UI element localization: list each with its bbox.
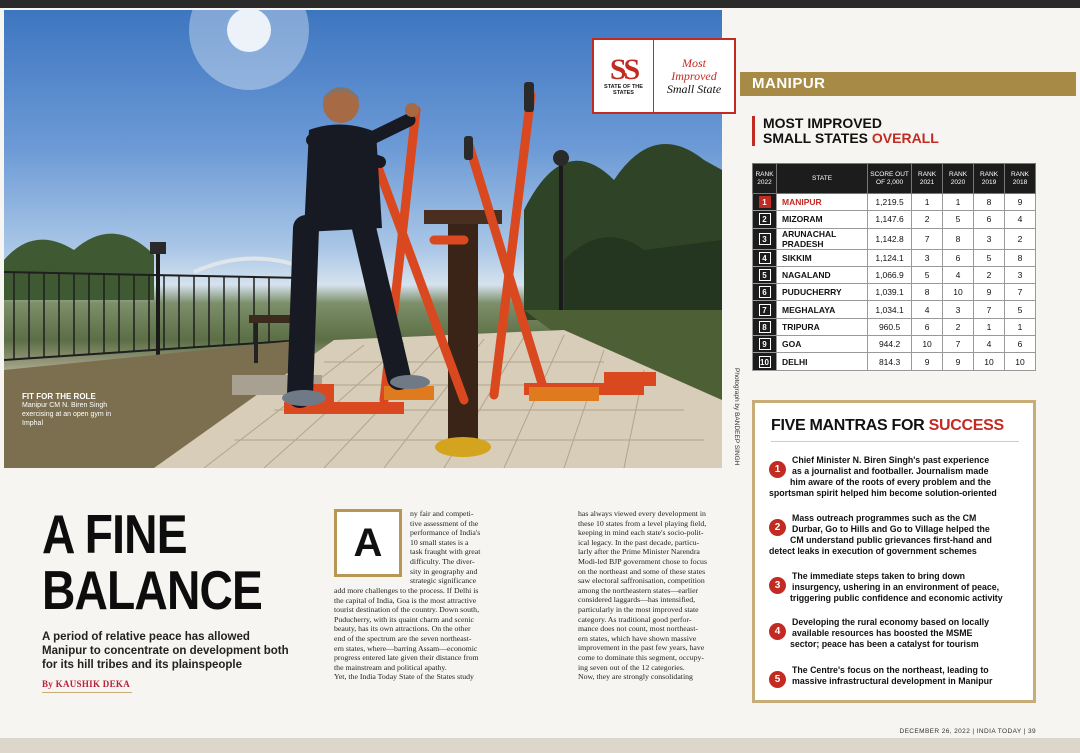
rank-2018-cell: 4	[1004, 211, 1035, 228]
rank-badge: 9	[759, 338, 771, 350]
mantras-divider	[771, 441, 1019, 442]
rank-2019-cell: 2	[974, 266, 1005, 283]
page-footer: DECEMBER 26, 2022 | INDIA TODAY | 39	[899, 728, 1036, 735]
state-cell: PUDUCHERRY	[777, 284, 868, 301]
rank-2018-cell: 5	[1004, 301, 1035, 318]
rank-2022-cell	[753, 228, 777, 249]
mantra-text-line: Mass outreach programmes such as the CM	[792, 513, 977, 523]
mantra-item	[769, 665, 1027, 688]
mantra-text-line: sector; peace has been a catalyst for tourism	[790, 639, 979, 649]
score-cell: 960.5	[868, 318, 912, 335]
top-edge	[0, 0, 1080, 8]
table-row	[753, 353, 1036, 370]
score-cell: 1,124.1	[868, 249, 912, 266]
body-text-line: ing seven out of the 12 categories.	[578, 662, 685, 672]
body-text-line: 10 small states is a	[410, 537, 469, 547]
rank-2022-cell	[753, 211, 777, 228]
col-header-rank-2021: RANK 2021	[912, 164, 943, 194]
body-text-line: tive assessment of the	[410, 518, 479, 528]
body-text-line: end of the spectrum are the seven northeast-	[334, 633, 472, 643]
mantra-text-line: massive infrastructural development in Manipur	[792, 676, 993, 686]
body-text-line: the mainstream and political apathy.	[334, 662, 447, 672]
col-header-rank-2019: RANK 2019	[974, 164, 1005, 194]
state-of-states-logo	[592, 38, 736, 114]
rank-2021-cell: 5	[912, 266, 943, 283]
rank-2022-cell	[753, 266, 777, 283]
body-text-line: saw electoral saffronisation, competition	[578, 576, 705, 586]
logo-subtitle: STATE OF THE STATES	[604, 84, 643, 96]
body-text-line: on the northeast and some of these states	[578, 566, 706, 576]
rank-2020-cell: 3	[943, 301, 974, 318]
table-row	[753, 318, 1036, 335]
score-cell: 1,142.8	[868, 228, 912, 249]
rank-2020-cell: 8	[943, 228, 974, 249]
rank-badge: 5	[759, 269, 771, 281]
state-cell: MIZORAM	[777, 211, 868, 228]
state-band	[740, 72, 1076, 96]
rank-badge: 2	[759, 213, 771, 225]
mantra-item	[769, 571, 1027, 604]
rank-2022-cell	[753, 353, 777, 370]
mantra-item	[769, 617, 1027, 650]
body-text-line: larly after the Prime Minister Narendra	[578, 547, 700, 557]
caption-text: Manipur CM N. Biren Singh exercising at an open gym in Imphal	[22, 402, 112, 427]
mantra-text-line: The Centre's focus on the northeast, leading to	[792, 665, 989, 675]
col-header-rank-2022: RANK 2022	[753, 164, 777, 194]
rank-2018-cell: 1	[1004, 318, 1035, 335]
body-text-line: Now, they are strongly consolidating	[578, 672, 693, 682]
rank-2019-cell: 7	[974, 301, 1005, 318]
headline	[42, 503, 262, 621]
table-heading-line-2b: OVERALL	[871, 130, 939, 146]
mantra-item	[769, 455, 1027, 499]
mantras-title	[771, 417, 1004, 435]
body-text-line: tourist destination of the country. Down south,	[334, 605, 480, 615]
rank-2019-cell: 8	[974, 194, 1005, 211]
state-cell: MANIPUR	[777, 194, 868, 211]
headline-line-2: BALANCE	[42, 559, 262, 621]
rank-2020-cell: 7	[943, 336, 974, 353]
rank-badge: 4	[759, 252, 771, 264]
col-header-rank-2018: RANK 2018	[1004, 164, 1035, 194]
col-header-score: SCORE OUT OF 2,000	[868, 164, 912, 194]
rank-2020-cell: 2	[943, 318, 974, 335]
award-line-1: Most	[682, 55, 706, 70]
rank-2020-cell: 1	[943, 194, 974, 211]
table-row	[753, 194, 1036, 211]
rank-2019-cell: 5	[974, 249, 1005, 266]
mantra-text-line: CM understand public grievances first-hand and	[790, 535, 992, 545]
logo-mark	[594, 40, 654, 112]
body-text-line: add more challenges to the process. If Delhi is	[334, 586, 479, 595]
score-cell: 1,066.9	[868, 266, 912, 283]
body-text-line: considered laggards—has intensified,	[578, 595, 696, 605]
rank-2021-cell: 7	[912, 228, 943, 249]
rank-2021-cell: 3	[912, 249, 943, 266]
body-text-line: difficulty. The diver-	[410, 556, 475, 566]
mantra-number-badge: 5	[769, 671, 786, 688]
rank-2021-cell: 6	[912, 318, 943, 335]
table-heading	[752, 116, 1022, 146]
photo-credit: Photograph by BANDEEP SINGH	[733, 368, 740, 466]
state-cell: GOA	[777, 336, 868, 353]
body-column-1	[334, 586, 500, 682]
rank-badge: 7	[759, 304, 771, 316]
table-row	[753, 336, 1036, 353]
body-column-2	[578, 509, 724, 682]
rank-2018-cell: 8	[1004, 249, 1035, 266]
rank-2022-cell	[753, 284, 777, 301]
table-heading-line-1: MOST IMPROVED	[763, 115, 883, 131]
rank-2018-cell: 6	[1004, 336, 1035, 353]
rank-2021-cell: 10	[912, 336, 943, 353]
body-text-line: ern states, where—barring Assam—economic	[334, 643, 478, 653]
mantra-number-badge: 2	[769, 519, 786, 536]
mantra-text-line: The immediate steps taken to bring down	[792, 571, 966, 581]
rank-2018-cell: 3	[1004, 266, 1035, 283]
col-header-rank-2020: RANK 2020	[943, 164, 974, 194]
rank-2018-cell: 9	[1004, 194, 1035, 211]
body-text-line: keeping in mind each state's socio-polit-	[578, 528, 704, 538]
score-cell: 944.2	[868, 336, 912, 353]
score-cell: 1,219.5	[868, 194, 912, 211]
headline-line-1: A FINE	[42, 503, 187, 565]
rank-2021-cell: 4	[912, 301, 943, 318]
table-header-row	[753, 164, 1036, 194]
award-line-3: Small State	[666, 81, 722, 96]
mantra-text-line: available resources has boosted the MSME	[792, 628, 973, 638]
photo-caption	[22, 392, 112, 428]
rank-2019-cell: 9	[974, 284, 1005, 301]
rankings-table	[752, 163, 1036, 371]
table-row	[753, 228, 1036, 249]
rank-2018-cell: 7	[1004, 284, 1035, 301]
mantra-text-line: detect leaks in execution of government schemes	[769, 546, 977, 556]
table-row	[753, 211, 1036, 228]
body-text-line: come to dominate this segment, occupy-	[578, 652, 705, 662]
body-text-line: Yet, the India Today State of the States study	[334, 672, 474, 682]
rank-2019-cell: 6	[974, 211, 1005, 228]
state-cell: DELHI	[777, 353, 868, 370]
rank-2019-cell: 4	[974, 336, 1005, 353]
body-text-line: category. As traditional good perfor-	[578, 614, 692, 624]
table-row	[753, 266, 1036, 283]
body-text-line: Modi-led BJP government chose to focus	[578, 556, 707, 566]
table-row	[753, 249, 1036, 266]
rank-badge: 1	[759, 196, 771, 208]
mantras-title-b: SUCCESS	[928, 417, 1004, 434]
body-text-line: the capital of India, Goa is the most attractive	[334, 595, 477, 605]
rank-2019-cell: 3	[974, 228, 1005, 249]
mantra-text-line: sportsman spirit helped him become solution-oriented	[769, 488, 997, 498]
mantras-title-a: FIVE MANTRAS FOR	[771, 417, 929, 434]
rank-2020-cell: 4	[943, 266, 974, 283]
body-text-line: these 10 states from a level playing field,	[578, 518, 707, 528]
score-cell: 1,147.6	[868, 211, 912, 228]
body-text-line: Puducherry, with its quaint charm and scenic	[334, 614, 475, 624]
byline-rule	[42, 692, 132, 693]
drop-cap	[334, 509, 402, 577]
rank-2021-cell: 9	[912, 353, 943, 370]
magazine-spread	[0, 8, 1080, 746]
drop-cap-letter: A	[353, 521, 383, 565]
award-label	[654, 57, 734, 96]
logo-ss: SS	[609, 53, 638, 86]
table-heading-line-2a: SMALL STATES	[763, 130, 872, 146]
body-text-line: progress entered late given their distance from	[334, 653, 479, 663]
mantra-text-line: as a journalist and footballer. Journalism made	[792, 466, 989, 476]
table-body	[753, 194, 1036, 371]
body-text-line: among the northeastern states—earlier	[578, 585, 699, 595]
mantras-box	[752, 400, 1036, 703]
rank-2022-cell	[753, 249, 777, 266]
mantra-text-line: insurgency, ushering in an environment of peace,	[792, 582, 1000, 592]
rank-badge: 3	[759, 233, 771, 245]
body-text-line: task fraught with great	[410, 547, 481, 557]
body-text-line: particularly in the most improved state	[578, 604, 699, 614]
body-text-line: strategic significance	[410, 576, 477, 586]
body-text-line: mance does not count, most northeast-	[578, 624, 698, 634]
mantra-text-line: triggering public confidence and economic activity	[790, 593, 1003, 603]
bottom-edge	[0, 738, 1080, 753]
state-cell: TRIPURA	[777, 318, 868, 335]
byline: By KAUSHIK DEKA	[42, 679, 131, 689]
rank-badge: 10	[760, 357, 769, 367]
body-text-line: sity in geography and	[410, 566, 478, 576]
rank-2020-cell: 5	[943, 211, 974, 228]
rank-2021-cell: 8	[912, 284, 943, 301]
rank-badge: 6	[759, 286, 771, 298]
state-cell: ARUNACHAL PRADESH	[777, 228, 868, 249]
body-text-line: ern states, which have shown massive	[578, 633, 697, 643]
body-text-line: ny fair and competi-	[410, 509, 474, 518]
mantra-number-badge: 4	[769, 623, 786, 640]
body-text-line: has always viewed every development in	[578, 509, 706, 518]
mantra-text-line: Chief Minister N. Biren Singh's past experience	[792, 455, 990, 465]
rank-2020-cell: 10	[943, 284, 974, 301]
state-cell: NAGALAND	[777, 266, 868, 283]
body-text-line: beauty, has its own attractions. On the other	[334, 624, 471, 634]
rank-2022-cell	[753, 301, 777, 318]
award-line-2: Improved	[671, 68, 717, 83]
rank-2022-cell	[753, 194, 777, 211]
mantra-item	[769, 513, 1027, 557]
rank-2020-cell: 6	[943, 249, 974, 266]
mantra-number-badge: 1	[769, 461, 786, 478]
score-cell: 814.3	[868, 353, 912, 370]
rank-2018-cell: 10	[1004, 353, 1035, 370]
body-text-line: performance of India's	[410, 528, 481, 538]
mantra-text-line: him aware of the roots of every problem and the	[790, 477, 991, 487]
rank-2019-cell: 1	[974, 318, 1005, 335]
state-cell: SIKKIM	[777, 249, 868, 266]
mantra-text-line: Durbar, Go to Hills and Go to Village helped the	[792, 524, 990, 534]
mantra-number-badge: 3	[769, 577, 786, 594]
rank-2019-cell: 10	[974, 353, 1005, 370]
col-header-state: STATE	[777, 164, 868, 194]
rank-2020-cell: 9	[943, 353, 974, 370]
state-name: MANIPUR	[752, 75, 826, 92]
body-column-1-wrap	[410, 509, 500, 586]
body-text-line: improvement in the past few years, have	[578, 643, 705, 653]
deck: A period of relative peace has allowed Manipur to concentrate on development both for its hill tribes and its plainspeople	[42, 631, 289, 671]
score-cell: 1,034.1	[868, 301, 912, 318]
rank-badge: 8	[759, 321, 771, 333]
state-cell: MEGHALAYA	[777, 301, 868, 318]
body-text-line: ical legacy. In the past decade, particu-	[578, 537, 700, 547]
table-row	[753, 284, 1036, 301]
caption-title: FIT FOR THE ROLE	[22, 392, 96, 401]
mantra-text-line: Developing the rural economy based on locally	[792, 617, 990, 627]
table-row	[753, 301, 1036, 318]
rank-2021-cell: 2	[912, 211, 943, 228]
rank-2018-cell: 2	[1004, 228, 1035, 249]
rank-2022-cell	[753, 318, 777, 335]
rank-2021-cell: 1	[912, 194, 943, 211]
score-cell: 1,039.1	[868, 284, 912, 301]
rank-2022-cell	[753, 336, 777, 353]
